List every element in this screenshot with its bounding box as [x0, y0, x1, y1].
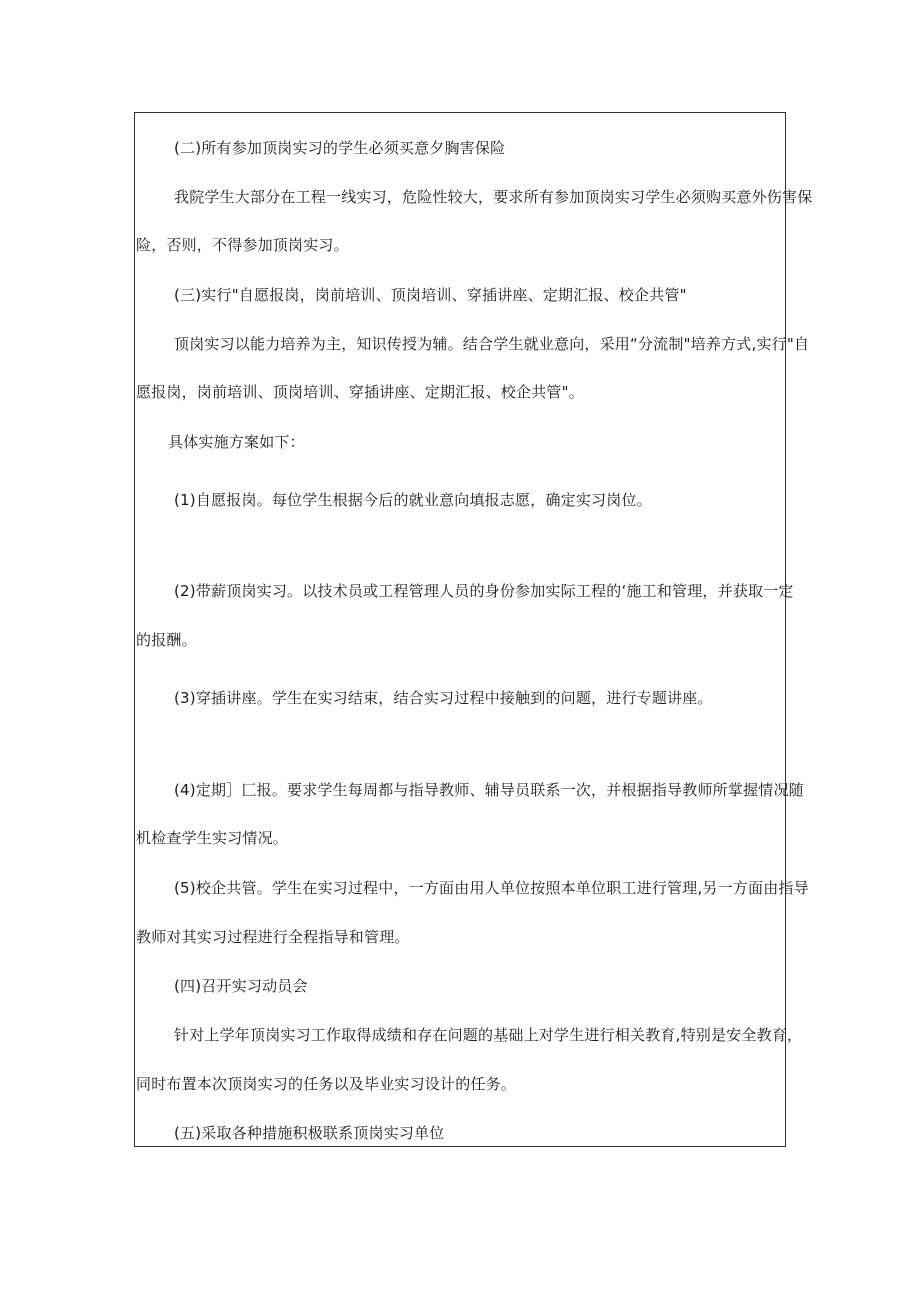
item-5-line-2: 教师对其实习过程进行全程指导和管理。 — [136, 928, 410, 946]
heading-insurance: (二)所有参加顶岗实习的学生必须买意夕胸害保险 — [174, 139, 506, 157]
paragraph-insurance-line-2: 险，否则，不得参加顶岗实习。 — [136, 236, 349, 254]
item-5-line-1: (5)校企共管。学生在实习过程中，一方面由用人单位按照本单位职工进行管理,另一方面由指导 — [174, 879, 809, 897]
item-1: (1)自愿报岗。每位学生根据今后的就业意向填报志愿，确定实习岗位。 — [174, 491, 652, 509]
plan-intro: 具体实施方案如下： — [168, 433, 305, 451]
paragraph-mobilization-line-2: 同时布置本次顶岗实习的任务以及毕业实习设计的任务。 — [136, 1075, 517, 1093]
paragraph-insurance-line-1: 我院学生大部分在工程一线实习，危险性较大，要求所有参加顶岗实习学生必须购买意外伤害保 — [174, 188, 813, 206]
heading-implementation: (三)实行"自愿报岗，岗前培训、顶岗培训、穿插讲座、定期汇报、校企共管" — [174, 286, 687, 304]
paragraph-mobilization-line-1: 针对上学年顶岗实习工作取得成绩和存在问题的基础上对学生进行相关教育,特别是安全教育， — [174, 1026, 803, 1044]
item-4-line-1: (4)定期］匚报。要求学生每周都与指导教师、辅导员联系一次，并根据指导教师所掌握情况随 — [174, 781, 804, 799]
item-4-line-2: 机检查学生实习情况。 — [136, 829, 289, 847]
paragraph-ability-line-1: 顶岗实习以能力培养为主，知识传授为辅。结合学生就业意向，采用“分流制"培养方式,实行"自 — [174, 335, 810, 353]
item-2-line-2: 的报酬。 — [136, 631, 197, 649]
paragraph-ability-line-2: 愿报岗，岗前培训、顶岗培训、穿插讲座、定期汇报、校企共管"。 — [136, 383, 584, 401]
heading-mobilization: (四)召开实习动员会 — [174, 977, 308, 995]
item-2-line-1: (2)带薪顶岗实习。以技术员或工程管理人员的身份参加实际工程的‘施工和管理，并获取一定 — [174, 582, 794, 600]
heading-contact-units: (五)采取各种措施积极联系顶岗实习单位 — [174, 1124, 445, 1142]
item-3: (3)穿插讲座。学生在实习结束，结合实习过程中接触到的问题，进行专题讲座。 — [174, 689, 713, 707]
